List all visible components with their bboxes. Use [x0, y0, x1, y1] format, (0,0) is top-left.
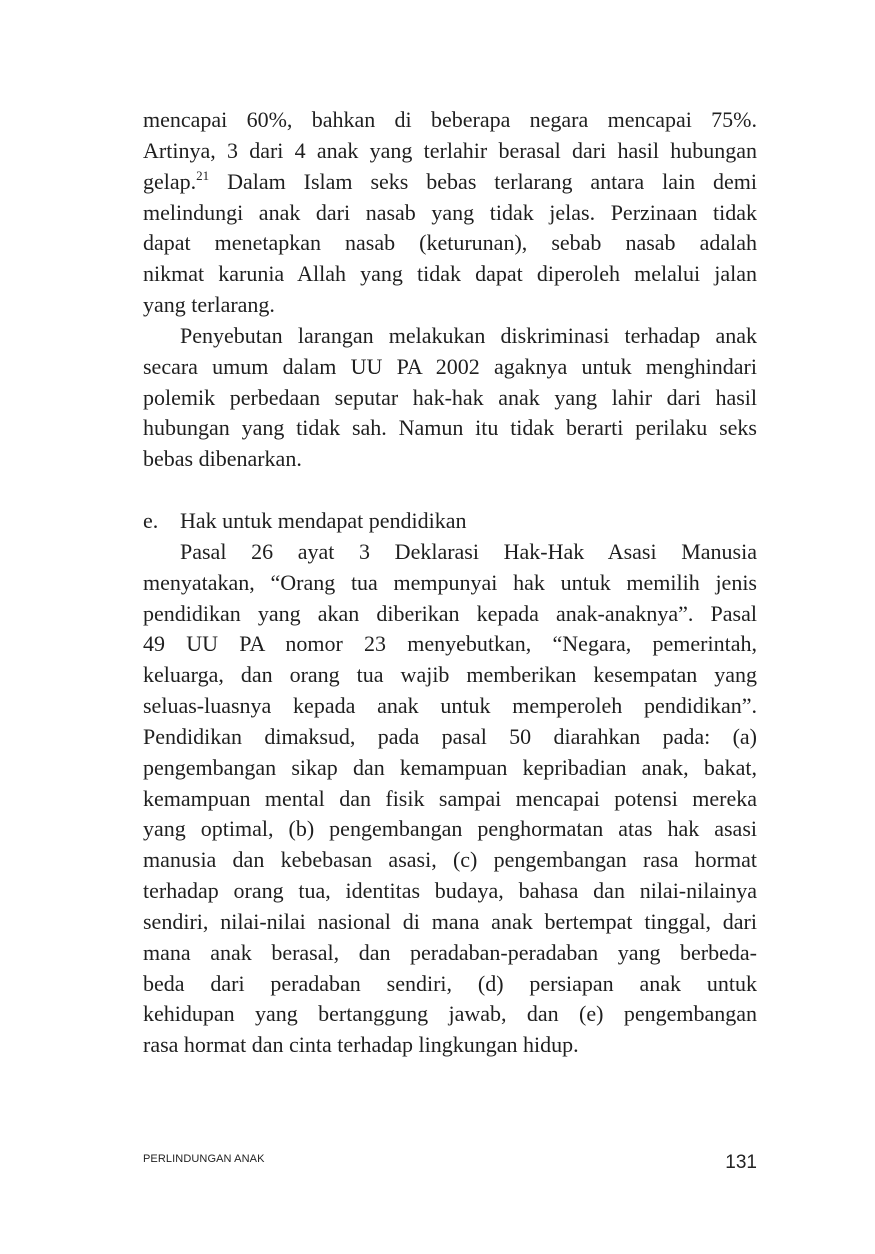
text-line: seluas-luasnya kepada anak untuk memperoleh pendidikan”.: [143, 693, 757, 719]
text-line: nikmat karunia Allah yang tidak dapat diperoleh melalui jalan: [143, 261, 757, 287]
text-line: menyatakan, “Orang tua mempunyai hak untuk memilih jenis: [143, 569, 757, 595]
text-line: sendiri, nilai-nilai nasional di mana anak bertempat tinggal, dari: [143, 908, 757, 934]
text-line: yang terlarang.: [143, 292, 275, 318]
text-line: melindungi anak dari nasab yang tidak jelas. Perzinaan tidak: [143, 199, 757, 225]
text-line: secara umum dalam UU PA 2002 agaknya untuk menghindari: [143, 353, 757, 379]
paragraph-3: [143, 537, 757, 1061]
text-line: manusia dan kebebasan asasi, (c) pengembangan rasa hormat: [143, 847, 757, 873]
text-line: yang optimal, (b) pengembangan penghormatan atas hak asasi: [143, 816, 757, 842]
text-line: Penyebutan larangan melakukan diskriminasi terhadap anak: [180, 322, 757, 348]
text-line: kemampuan mental dan fisik sampai mencapai potensi mereka: [143, 785, 757, 811]
text-line: Artinya, 3 dari 4 anak yang terlahir berasal dari hasil hubungan: [143, 137, 757, 163]
text-fragment: Dalam Islam seks bebas terlarang antara lain demi: [209, 168, 757, 194]
footnote-reference: 21: [196, 167, 210, 183]
body-text: [143, 105, 757, 1061]
section-title: Hak untuk mendapat pendidikan: [180, 507, 467, 533]
text-line: polemik perbedaan seputar hak-hak anak yang lahir dari hasil: [143, 384, 757, 410]
text-line: beda dari peradaban sendiri, (d) persiapan anak untuk: [143, 970, 757, 996]
text-line: Pendidikan dimaksud, pada pasal 50 diarahkan pada: (a): [143, 723, 757, 749]
section-heading: [143, 506, 757, 537]
text-line: keluarga, dan orang tua wajib memberikan kesempatan yang: [143, 662, 757, 688]
text-line: mana anak berasal, dan peradaban-peradaban yang berbeda-: [143, 939, 757, 965]
text-line: rasa hormat dan cinta terhadap lingkungan hidup.: [143, 1032, 579, 1058]
text-line: kehidupan yang bertanggung jawab, dan (e) pengembangan: [143, 1001, 757, 1027]
paragraph-1: [143, 105, 757, 321]
text-line: pendidikan yang akan diberikan kepada anak-anaknya”. Pasal: [143, 600, 757, 626]
text-line: terhadap orang tua, identitas budaya, bahasa dan nilai-nilainya: [143, 878, 757, 904]
text-line: dapat menetapkan nasab (keturunan), sebab nasab adalah: [143, 230, 757, 256]
running-title: PERLINDUNGAN ANAK: [143, 1153, 265, 1165]
text-line: hubungan yang tidak sah. Namun itu tidak berarti perilaku seks: [143, 415, 757, 441]
text-line: Pasal 26 ayat 3 Deklarasi Hak-Hak Asasi Manusia: [180, 538, 757, 564]
text-line: pengembangan sikap dan kemampuan kepribadian anak, bakat,: [143, 754, 757, 780]
text-line: [143, 167, 757, 198]
page-number: 131: [725, 1152, 757, 1173]
text-fragment: gelap.: [143, 168, 197, 194]
paragraph-spacer: [143, 475, 757, 506]
text-line: mencapai 60%, bahkan di beberapa negara mencapai 75%.: [143, 107, 757, 132]
text-line: bebas dibenarkan.: [143, 446, 302, 472]
section-marker: e.: [143, 507, 159, 533]
text-line: 49 UU PA nomor 23 menyebutkan, “Negara, pemerintah,: [143, 631, 757, 657]
paragraph-2: [143, 321, 757, 475]
